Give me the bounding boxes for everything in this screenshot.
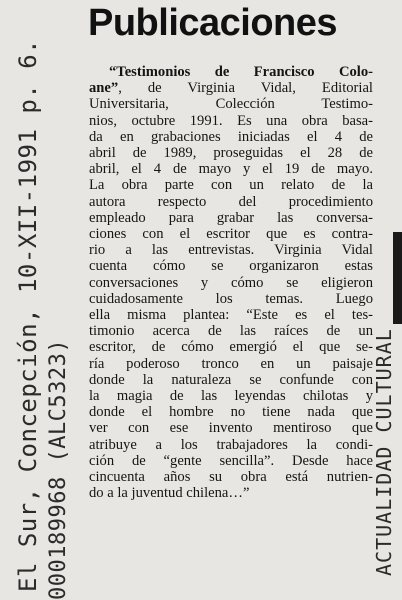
article-text: , de Virginia Vidal, Editorial [118,80,373,97]
article-line [89,356,373,372]
article-line [89,64,373,80]
article-line [89,242,373,258]
article-text: cuidadosamente los temas. Luego [89,290,373,307]
article-text: nios, octubre 1991. Es una obra basa- [89,112,373,129]
article-text: escritor, de cómo emergió el que se- [89,339,373,356]
article-line [89,96,373,112]
article-line [89,291,373,307]
section-headline: Publicaciones [88,2,338,44]
article-line [89,275,373,291]
article-line [89,210,373,226]
article-text: conversaciones y cómo se eligieron [89,274,373,291]
edge-mark [393,232,402,324]
article-line [89,453,373,469]
article-text: da en grabaciones iniciadas el 4 de [89,128,373,145]
book-title: “Testimonios de Francisco Colo- [109,64,373,80]
article-line [89,194,373,210]
article-line [89,323,373,339]
article-text: donde el hombre no tiene nada que [89,404,373,421]
article-line [89,388,373,404]
article-text: cincuenta años su obra está nutrien- [89,469,373,486]
article-line [89,145,373,161]
article-text: atribuye a los trabajadores la condi- [89,436,373,453]
article-line [89,258,373,274]
article-line [89,420,373,436]
article-line [89,437,373,453]
handwritten-section-label [372,328,396,576]
article-line [89,404,373,420]
article-text: abril, el 4 de mayo y el 19 de mayo. [89,161,373,178]
article-text: timonio acerca de las raíces de un [89,323,373,340]
article-line [89,80,373,96]
article-line [89,469,373,485]
article-text: cuenta cómo se organizaron estas [89,258,373,275]
handwritten-source-note [14,39,42,592]
handwritten-source-text: El Sur, Concepción, 10-XII-1991 p. 6. [14,38,42,592]
article-line [89,177,373,193]
article-text: ría poderoso tronco en un paisaje [89,355,373,372]
article-text: donde la naturaleza se confunde con [89,371,373,388]
article-text: rio a las entrevistas. Virginia Vidal [89,242,373,259]
article-text: Universitaria, Colección Testimo- [89,96,373,113]
article-line [89,372,373,388]
article-line [89,485,373,501]
article-text: la magia de las leyendas chilotas y [89,388,373,405]
article-text: La obra parte con un relato de la [89,177,373,194]
handwritten-catalog-text: 000189968 (ALC5323) [46,338,71,600]
article-line [89,339,373,355]
article-body [89,64,373,501]
book-title: ane” [89,80,119,97]
article-text: ciones con el escritor que es contra- [89,226,373,243]
article-text: abril de 1989, proseguidas el 28 de [89,145,373,162]
article-text: empleado para grabar las conversa- [89,209,373,226]
article-text: ella misma plantea: “Este es el tes- [89,307,373,324]
article-line [89,161,373,177]
handwritten-catalog-number [46,339,71,600]
article-text: ver con ese invento mentiroso que [89,420,373,437]
article-line [89,226,373,242]
article-text: ción de “gente sencilla”. Desde hace [89,452,373,469]
article-text: do a la juventud chilena…” [89,485,250,502]
handwritten-section-text: ACTUALIDAD CULTURAL [372,328,396,576]
article-text: autora respecto del procedimiento [89,193,373,210]
article-line [89,307,373,323]
article-line [89,113,373,129]
article-line [89,129,373,145]
